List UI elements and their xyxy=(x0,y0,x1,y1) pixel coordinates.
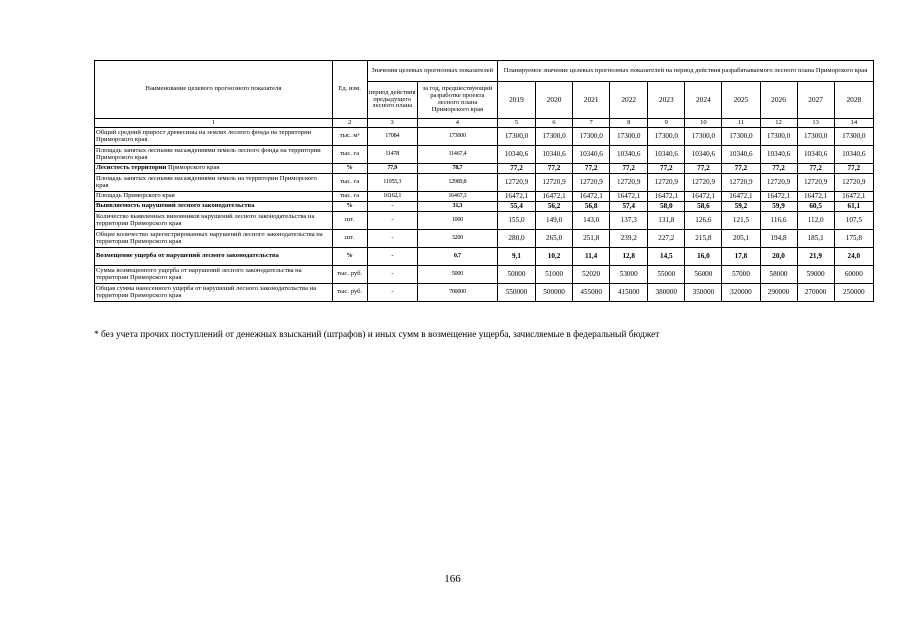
planned-value: 116,6 xyxy=(760,212,797,230)
table-row xyxy=(95,248,874,266)
planned-value: 16472,1 xyxy=(610,192,648,202)
column-index: 9 xyxy=(648,119,685,128)
planned-value: 16472,1 xyxy=(497,192,535,202)
planned-value: 280,0 xyxy=(497,230,535,248)
planned-value: 10340,6 xyxy=(797,146,834,164)
prev-period-value: 11955,3 xyxy=(367,174,417,192)
indicator-name-rest: Приморского края xyxy=(166,164,220,172)
planned-value: 16472,1 xyxy=(573,192,610,202)
column-index: 3 xyxy=(367,119,417,128)
planned-value: 12720,9 xyxy=(797,174,834,192)
planned-value: 59,2 xyxy=(722,202,760,212)
planned-value: 77,2 xyxy=(648,164,685,174)
forecast-indicators-table xyxy=(94,60,874,302)
prev-year-value: 12989,8 xyxy=(417,174,497,192)
planned-value: 143,0 xyxy=(573,212,610,230)
column-index: 7 xyxy=(573,119,610,128)
planned-value: 500000 xyxy=(536,284,573,302)
indicator-name-bold: Лесистость территории xyxy=(96,164,167,172)
planned-value: 55,4 xyxy=(497,202,535,212)
indicator-name: Площадь Приморского края xyxy=(95,192,333,202)
planned-value: 17300,0 xyxy=(722,128,760,146)
unit: тыс. га xyxy=(332,192,367,202)
prev-period-value: - xyxy=(367,266,417,284)
planned-value: 77,2 xyxy=(722,164,760,174)
planned-value: 51000 xyxy=(536,266,573,284)
column-index: 11 xyxy=(722,119,760,128)
table-row xyxy=(95,146,874,164)
header-prev-period: период действия предыдущего лесного плана xyxy=(367,82,417,119)
header-unit: Ед. изм. xyxy=(332,61,367,119)
planned-value: 16472,1 xyxy=(685,192,722,202)
header-year: 2019 xyxy=(497,82,535,119)
planned-value: 16472,1 xyxy=(797,192,834,202)
header-year: 2025 xyxy=(722,82,760,119)
planned-value: 12720,9 xyxy=(497,174,535,192)
planned-value: 270000 xyxy=(797,284,834,302)
table-row xyxy=(95,284,874,302)
planned-value: 10340,6 xyxy=(685,146,722,164)
prev-year-value: 0,7 xyxy=(417,248,497,266)
planned-value: 16472,1 xyxy=(536,192,573,202)
indicator-name: Площадь занятых лесными насаждениями земель лесного фонда на территории Приморского края xyxy=(95,146,333,164)
unit: шт. xyxy=(332,230,367,248)
planned-value: 10340,6 xyxy=(760,146,797,164)
planned-value: 20,0 xyxy=(760,248,797,266)
indicator-name: Общее количество зарегистрированных нарушений лесного законодательства на территории Приморского края xyxy=(95,230,333,248)
header-prev-year: за год, предшествующий разработке проекта лесного плана Приморского края xyxy=(417,82,497,119)
planned-value: 77,2 xyxy=(610,164,648,174)
planned-value: 10340,6 xyxy=(536,146,573,164)
planned-value: 227,2 xyxy=(648,230,685,248)
footnote: * без учета прочих поступлений от денежных взысканий (штрафов) и иных сумм в возмещение ущерба, зачисляемые в федеральный бюджет xyxy=(94,330,660,340)
unit: шт. xyxy=(332,212,367,230)
planned-value: 12,8 xyxy=(610,248,648,266)
column-index: 8 xyxy=(610,119,648,128)
prev-period-value: 16162,1 xyxy=(367,192,417,202)
planned-value: 415000 xyxy=(610,284,648,302)
planned-value: 250000 xyxy=(834,284,873,302)
header-year: 2024 xyxy=(685,82,722,119)
prev-year-value: 31,3 xyxy=(417,202,497,212)
planned-value: 56,8 xyxy=(573,202,610,212)
planned-value: 52020 xyxy=(573,266,610,284)
indicator-name: Количество выявленных виновников нарушений лесного законодательства на территории Приморского края xyxy=(95,212,333,230)
planned-value: 17300,0 xyxy=(685,128,722,146)
planned-value: 12720,9 xyxy=(685,174,722,192)
planned-value: 380000 xyxy=(648,284,685,302)
planned-value: 50000 xyxy=(497,266,535,284)
planned-value: 77,2 xyxy=(760,164,797,174)
table-row xyxy=(95,230,874,248)
column-index: 4 xyxy=(417,119,497,128)
planned-value: 17300,0 xyxy=(610,128,648,146)
unit: тыс. руб. xyxy=(332,284,367,302)
unit: % xyxy=(332,164,367,174)
table-row xyxy=(95,212,874,230)
column-index: 13 xyxy=(797,119,834,128)
planned-value: 290000 xyxy=(760,284,797,302)
planned-value: 60,5 xyxy=(797,202,834,212)
planned-value: 320000 xyxy=(722,284,760,302)
column-index-row xyxy=(95,119,874,128)
planned-value: 21,9 xyxy=(797,248,834,266)
prev-year-value: 3200 xyxy=(417,230,497,248)
planned-value: 16,0 xyxy=(685,248,722,266)
planned-value: 12720,9 xyxy=(760,174,797,192)
planned-value: 265,0 xyxy=(536,230,573,248)
prev-period-value: - xyxy=(367,212,417,230)
column-index: 1 xyxy=(95,119,333,128)
planned-value: 77,2 xyxy=(573,164,610,174)
planned-value: 77,2 xyxy=(834,164,873,174)
planned-value: 10340,6 xyxy=(610,146,648,164)
unit: тыс. га xyxy=(332,146,367,164)
planned-value: 12720,9 xyxy=(573,174,610,192)
header-indicator-name: Наименование целевого прогнозного показателя xyxy=(95,61,333,119)
planned-value: 10340,6 xyxy=(834,146,873,164)
header-year: 2028 xyxy=(834,82,873,119)
indicator-name-bold: Возмещение ущерба от нарушений лесного законодательства xyxy=(96,252,279,260)
planned-value: 455000 xyxy=(573,284,610,302)
planned-value: 194,8 xyxy=(760,230,797,248)
prev-year-value: 173000 xyxy=(417,128,497,146)
prev-year-value: 16467,3 xyxy=(417,192,497,202)
prev-year-value: 5000 xyxy=(417,266,497,284)
planned-value: 12720,9 xyxy=(722,174,760,192)
planned-value: 16472,1 xyxy=(760,192,797,202)
planned-value: 24,0 xyxy=(834,248,873,266)
table-row xyxy=(95,202,874,212)
planned-value: 17300,0 xyxy=(536,128,573,146)
header-year: 2021 xyxy=(573,82,610,119)
prev-year-value: 1000 xyxy=(417,212,497,230)
planned-value: 58,0 xyxy=(648,202,685,212)
planned-value: 11,4 xyxy=(573,248,610,266)
unit: тыс. руб. xyxy=(332,266,367,284)
planned-value: 57,4 xyxy=(610,202,648,212)
column-index: 10 xyxy=(685,119,722,128)
planned-value: 112,0 xyxy=(797,212,834,230)
planned-value: 53000 xyxy=(610,266,648,284)
planned-value: 57000 xyxy=(722,266,760,284)
prev-period-value: - xyxy=(367,230,417,248)
planned-value: 56,2 xyxy=(536,202,573,212)
planned-value: 16472,1 xyxy=(834,192,873,202)
planned-value: 17300,0 xyxy=(834,128,873,146)
planned-value: 14,5 xyxy=(648,248,685,266)
planned-value: 58000 xyxy=(760,266,797,284)
planned-value: 17300,0 xyxy=(497,128,535,146)
indicator-name xyxy=(95,202,333,212)
planned-value: 9,1 xyxy=(497,248,535,266)
column-index: 12 xyxy=(760,119,797,128)
column-index: 6 xyxy=(536,119,573,128)
column-index: 2 xyxy=(332,119,367,128)
header-values-group: Значения целевых прогнозных показателей xyxy=(367,61,497,82)
header-year: 2026 xyxy=(760,82,797,119)
table-row xyxy=(95,266,874,284)
planned-value: 77,2 xyxy=(797,164,834,174)
prev-period-value: 77,9 xyxy=(367,164,417,174)
planned-value: 149,0 xyxy=(536,212,573,230)
unit: тыс. га xyxy=(332,174,367,192)
planned-value: 17,8 xyxy=(722,248,760,266)
column-index: 14 xyxy=(834,119,873,128)
planned-value: 77,2 xyxy=(497,164,535,174)
table-row xyxy=(95,128,874,146)
planned-value: 12720,9 xyxy=(648,174,685,192)
indicator-name: Сумма возмещенного ущерба от нарушений лесного законодательства на территории Приморского края xyxy=(95,266,333,284)
planned-value: 126,6 xyxy=(685,212,722,230)
planned-value: 10340,6 xyxy=(722,146,760,164)
prev-year-value: 78,7 xyxy=(417,164,497,174)
indicator-name: Общий средний прирост древесины на землях лесного фонда на территории Приморского края xyxy=(95,128,333,146)
planned-value: 10,2 xyxy=(536,248,573,266)
indicator-name xyxy=(95,248,333,266)
planned-value: 10340,6 xyxy=(497,146,535,164)
planned-value: 155,0 xyxy=(497,212,535,230)
header-year: 2027 xyxy=(797,82,834,119)
planned-value: 350000 xyxy=(685,284,722,302)
indicator-name xyxy=(95,164,333,174)
planned-value: 17300,0 xyxy=(573,128,610,146)
planned-value: 10340,6 xyxy=(573,146,610,164)
prev-period-value: - xyxy=(367,248,417,266)
planned-value: 60000 xyxy=(834,266,873,284)
indicator-name-bold: Выявляемость нарушений лесного законодательства xyxy=(96,202,255,210)
prev-year-value: 11467,4 xyxy=(417,146,497,164)
planned-value: 16472,1 xyxy=(722,192,760,202)
prev-period-value: - xyxy=(367,284,417,302)
planned-value: 77,2 xyxy=(536,164,573,174)
planned-value: 205,1 xyxy=(722,230,760,248)
planned-value: 58,6 xyxy=(685,202,722,212)
planned-value: 17300,0 xyxy=(648,128,685,146)
header-year: 2020 xyxy=(536,82,573,119)
unit: % xyxy=(332,202,367,212)
prev-year-value: 700000 xyxy=(417,284,497,302)
planned-value: 59,9 xyxy=(760,202,797,212)
planned-value: 215,8 xyxy=(685,230,722,248)
table-row xyxy=(95,164,874,174)
planned-value: 239,2 xyxy=(610,230,648,248)
planned-value: 17300,0 xyxy=(760,128,797,146)
planned-value: 121,5 xyxy=(722,212,760,230)
planned-value: 12720,9 xyxy=(834,174,873,192)
planned-value: 185,1 xyxy=(797,230,834,248)
table-row xyxy=(95,174,874,192)
planned-value: 55000 xyxy=(648,266,685,284)
planned-value: 17300,0 xyxy=(797,128,834,146)
unit: % xyxy=(332,248,367,266)
planned-value: 10340,6 xyxy=(648,146,685,164)
unit: тыс. м³ xyxy=(332,128,367,146)
planned-value: 77,2 xyxy=(685,164,722,174)
planned-value: 131,8 xyxy=(648,212,685,230)
prev-period-value: 11478 xyxy=(367,146,417,164)
table-row xyxy=(95,192,874,202)
planned-value: 251,8 xyxy=(573,230,610,248)
planned-value: 12720,9 xyxy=(536,174,573,192)
header-year: 2023 xyxy=(648,82,685,119)
header-planned-group: Планируемое значение целевых прогнозных показателей на период действия разрабатываемого лесного плана Приморского края xyxy=(497,61,873,82)
planned-value: 12720,9 xyxy=(610,174,648,192)
planned-value: 550000 xyxy=(497,284,535,302)
indicator-name: Общая сумма нанесенного ущерба от нарушений лесного законодательства на территории Приморского края xyxy=(95,284,333,302)
planned-value: 175,8 xyxy=(834,230,873,248)
planned-value: 137,3 xyxy=(610,212,648,230)
prev-period-value: - xyxy=(367,202,417,212)
header-year: 2022 xyxy=(610,82,648,119)
prev-period-value: 17084 xyxy=(367,128,417,146)
indicator-name: Площадь занятых лесными насаждениями земель на территории Приморского края xyxy=(95,174,333,192)
planned-value: 61,1 xyxy=(834,202,873,212)
planned-value: 56000 xyxy=(685,266,722,284)
planned-value: 16472,1 xyxy=(648,192,685,202)
column-index: 5 xyxy=(497,119,535,128)
planned-value: 107,5 xyxy=(834,212,873,230)
planned-value: 59000 xyxy=(797,266,834,284)
page-number: 166 xyxy=(444,573,461,585)
